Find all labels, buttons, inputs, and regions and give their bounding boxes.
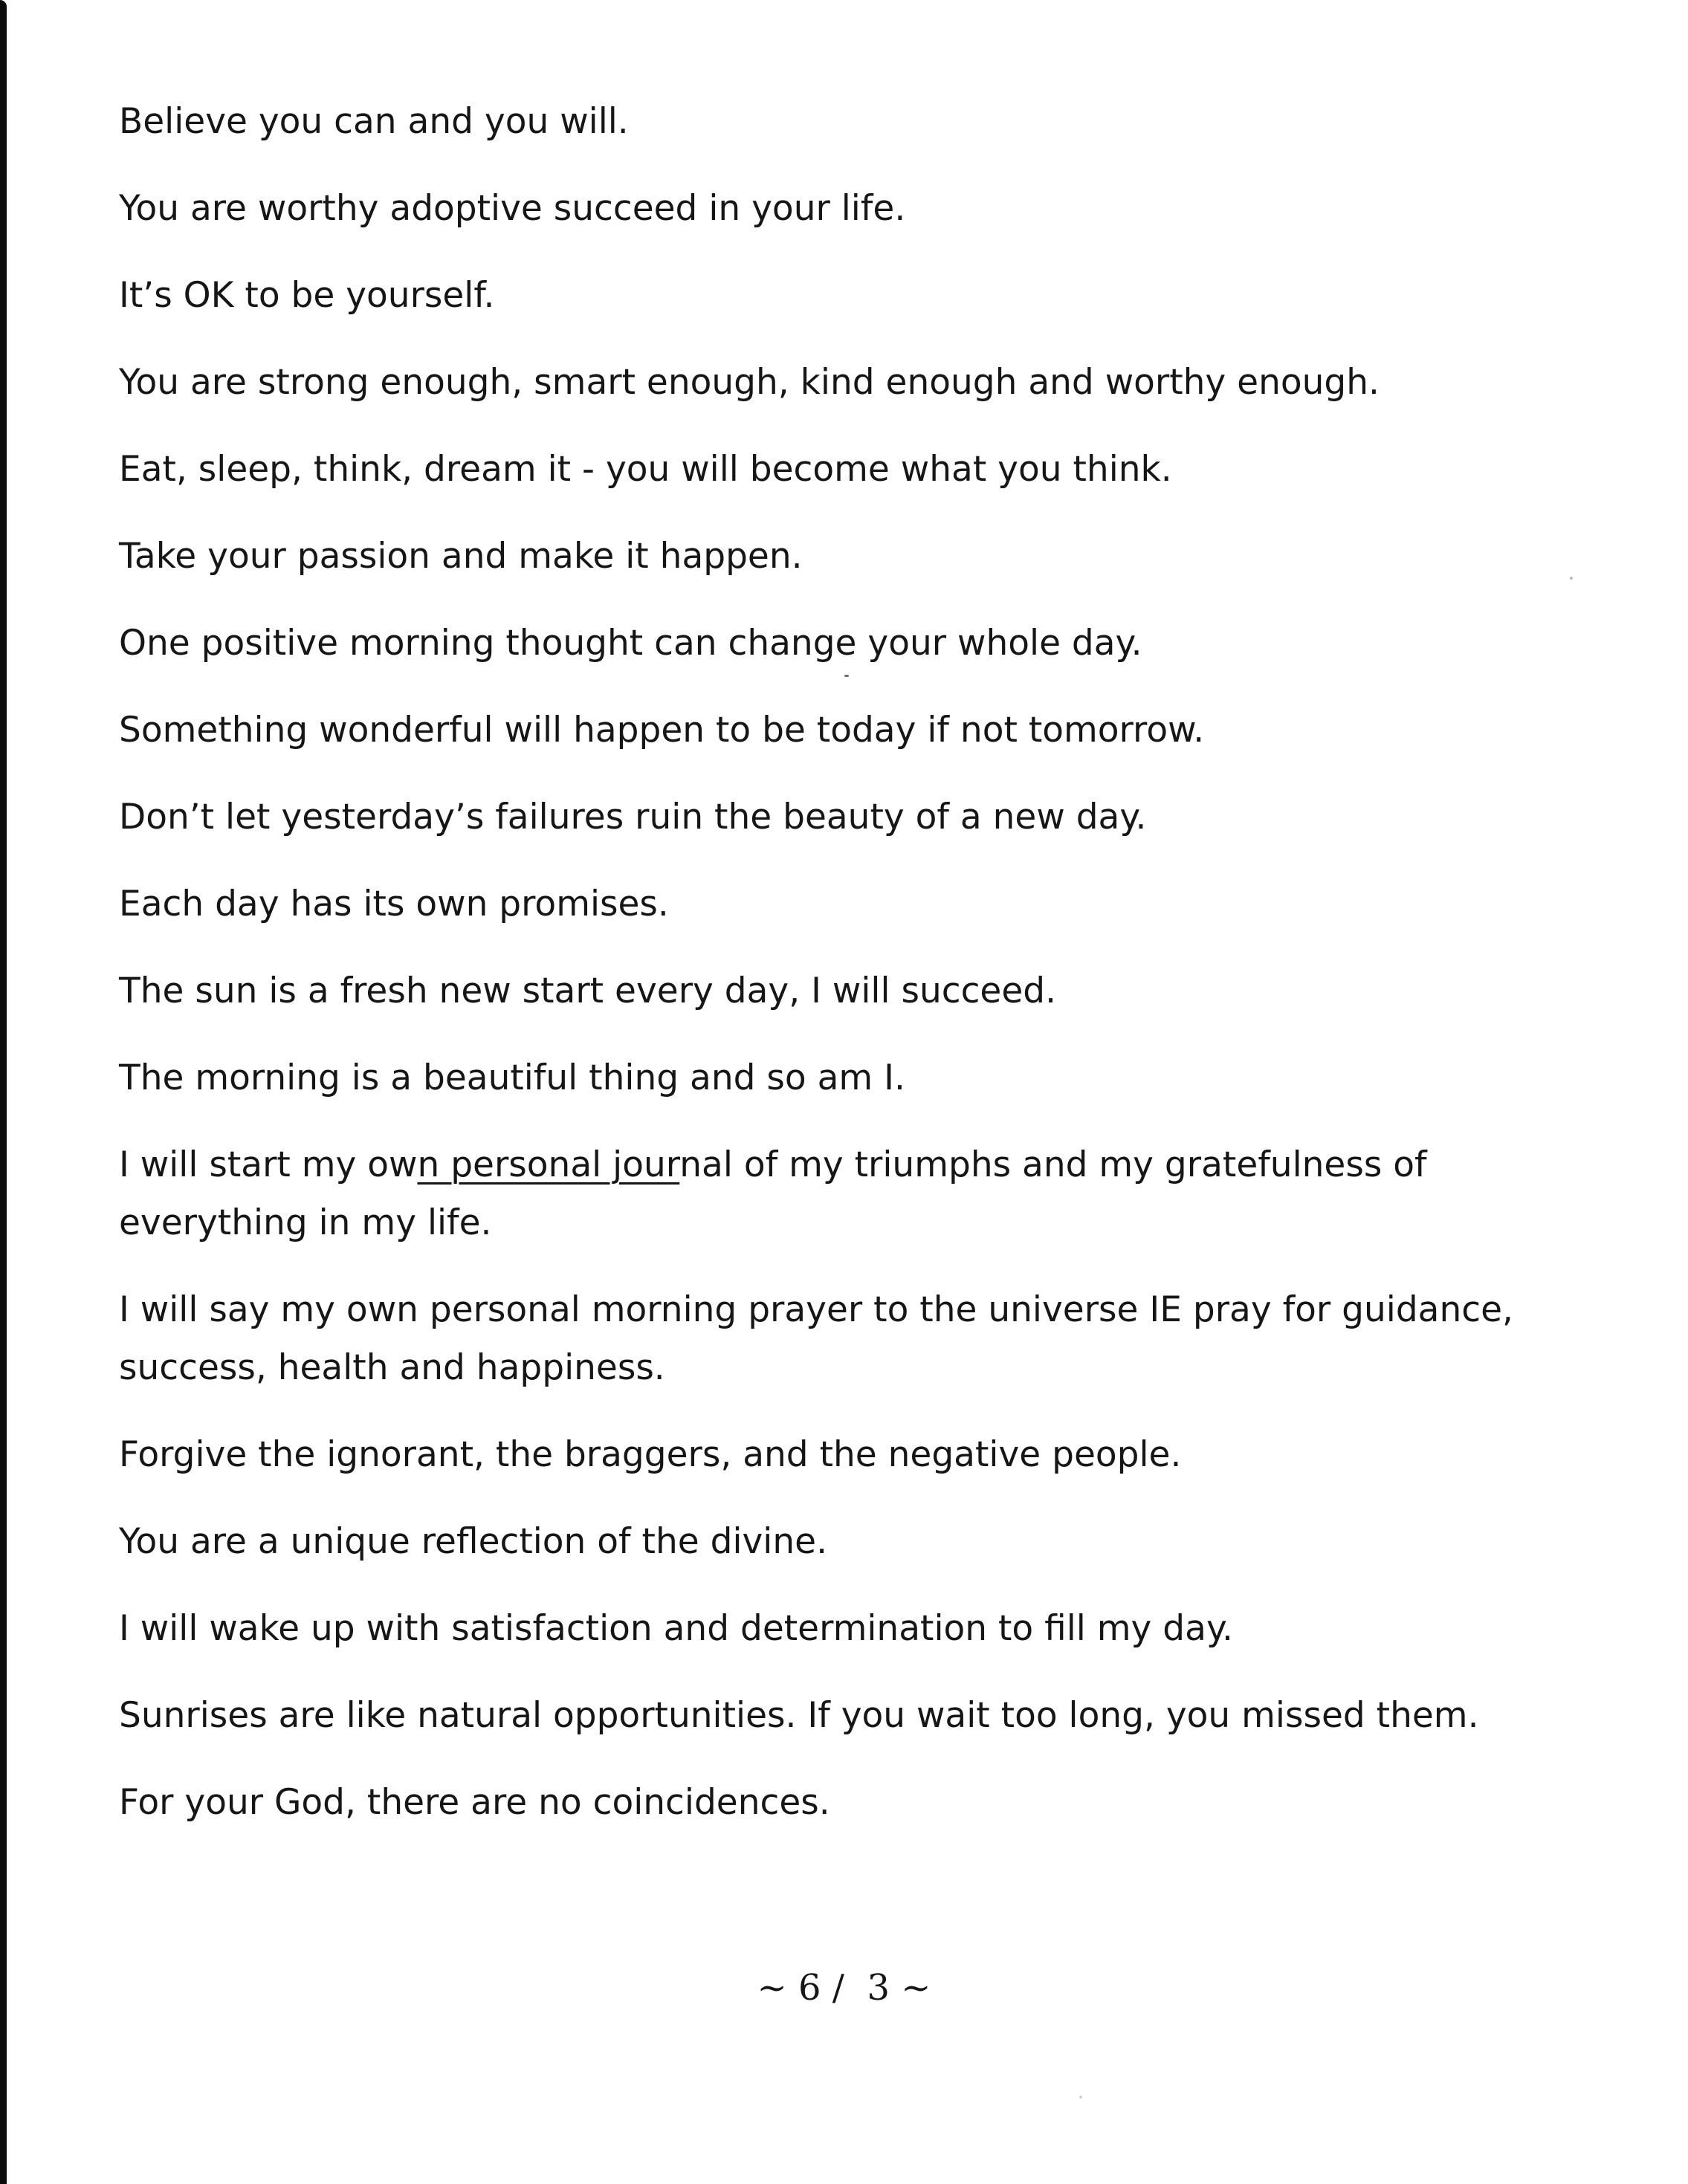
affirmation-line: It’s OK to be yourself.	[119, 275, 495, 316]
affirmation-line: The morning is a beautiful thing and so am I.	[119, 1057, 905, 1098]
journal-line-2: everything in my life.	[119, 1202, 492, 1243]
affirmation-line: Believe you can and you will.	[119, 101, 629, 142]
journal-text-end: nal of my triumphs and my gratefulness of	[679, 1144, 1427, 1185]
affirmation-line: You are strong enough, smart enough, kind enough and worthy enough.	[119, 362, 1380, 403]
affirmation-line: One positive morning thought can change your whole day.	[119, 623, 1142, 664]
journal-text-start: I will start my ow	[119, 1144, 418, 1185]
prayer-line-2: success, health and happiness.	[119, 1347, 665, 1388]
scan-speck	[1079, 2096, 1082, 2099]
affirmation-line: Each day has its own promises.	[119, 884, 669, 924]
affirmation-line: Something wonderful will happen to be today if not tomorrow.	[119, 710, 1205, 751]
affirmation-line: You are a unique reflection of the divine.	[119, 1521, 828, 1562]
affirmation-line: Don’t let yesterday’s failures ruin the beauty of a new day.	[119, 797, 1147, 837]
scan-speck	[1570, 577, 1573, 580]
page-number: ~ 6 / 3 ~	[757, 1967, 931, 2009]
prayer-line-1: I will say my own personal morning prayer to the universe IE pray for guidance,	[119, 1289, 1513, 1330]
affirmation-line: Forgive the ignorant, the braggers, and the negative people.	[119, 1434, 1182, 1475]
affirmation-line: I will wake up with satisfaction and determination to fill my day.	[119, 1608, 1233, 1649]
affirmation-line: Sunrises are like natural opportunities. If you wait too long, you missed them.	[119, 1695, 1479, 1736]
affirmation-line: For your God, there are no coincidences.	[119, 1782, 830, 1823]
affirmation-line: You are worthy adoptive succeed in your life.	[119, 188, 906, 229]
affirmation-line: Take your passion and make it happen.	[119, 536, 803, 577]
scan-speck	[844, 675, 849, 677]
journal-line-1	[119, 1136, 1427, 1194]
underlined-phrase: n personal jour	[417, 1144, 680, 1185]
affirmation-line: Eat, sleep, think, dream it - you will become what you think.	[119, 449, 1172, 490]
affirmation-line: The sun is a fresh new start every day, I will succeed.	[119, 971, 1057, 1011]
